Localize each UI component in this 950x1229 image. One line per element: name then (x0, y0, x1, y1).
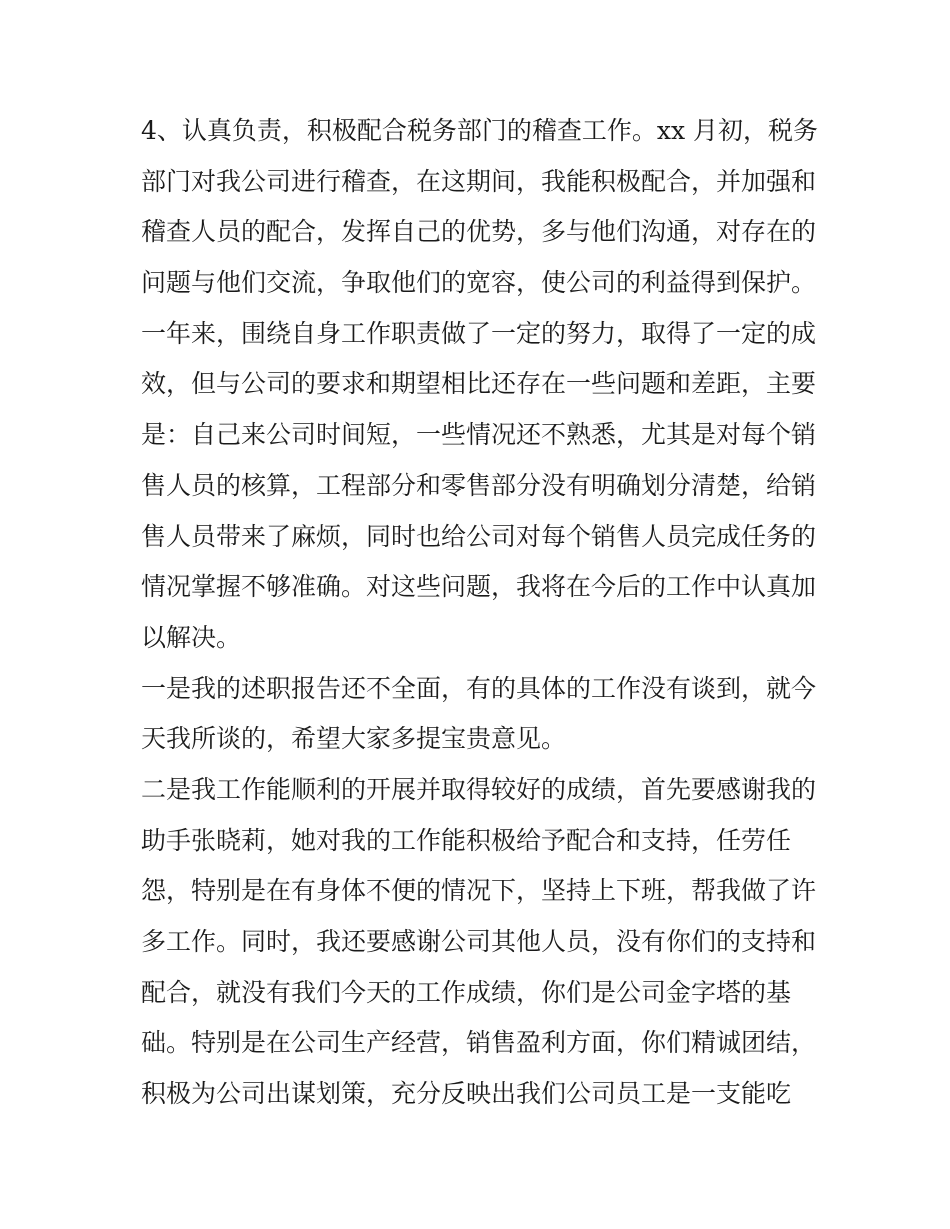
document-body (141, 106, 821, 1120)
text-line: 4、认真负责，积极配合税务部门的稽查工作。xx 月初，税务 (141, 116, 819, 145)
text-line: 稽查人员的配合，发挥自己的优势，多与他们沟通，对存在的 (141, 217, 817, 247)
text-line: 助手张晓莉，她对我的工作能积极给予配合和支持，任劳任 (141, 825, 792, 855)
text-line: 天我所谈的，希望大家多提宝贵意见。 (141, 724, 567, 754)
text-line: 怨，特别是在有身体不便的情况下，坚持上下班，帮我做了许 (141, 876, 817, 906)
text-line: 情况掌握不够准确。对这些问题，我将在今后的工作中认真加 (141, 572, 817, 602)
text-line: 以解决。 (141, 622, 242, 652)
text-line: 一年来，围绕自身工作职责做了一定的努力，取得了一定的成 (141, 318, 817, 348)
text-line: 是：自己来公司时间短，一些情况还不熟悉，尤其是对每个销 (141, 420, 817, 450)
text-line: 问题与他们交流，争取他们的宽容，使公司的利益得到保护。 (141, 268, 817, 298)
text-line: 础。特别是在公司生产经营，销售盈利方面，你们精诚团结， (141, 1028, 817, 1058)
text-line: 配合，就没有我们今天的工作成绩，你们是公司金字塔的基 (141, 977, 792, 1007)
text-line: 售人员带来了麻烦，同时也给公司对每个销售人员完成任务的 (141, 521, 817, 551)
text-line: 积极为公司出谋划策，充分反映出我们公司员工是一支能吃 (141, 1079, 792, 1109)
text-line: 一是我的述职报告还不全面，有的具体的工作没有谈到，就今 (141, 673, 817, 703)
text-line: 部门对我公司进行稽查，在这期间，我能积极配合，并加强和 (141, 166, 817, 196)
text-line: 多工作。同时，我还要感谢公司其他人员，没有你们的支持和 (141, 927, 817, 956)
text-line: 效，但与公司的要求和期望相比还存在一些问题和差距，主要 (141, 369, 817, 399)
text-line: 二是我工作能顺利的开展并取得较好的成绩，首先要感谢我的 (141, 774, 817, 804)
text-line: 售人员的核算，工程部分和零售部分没有明确划分清楚，给销 (141, 470, 817, 500)
